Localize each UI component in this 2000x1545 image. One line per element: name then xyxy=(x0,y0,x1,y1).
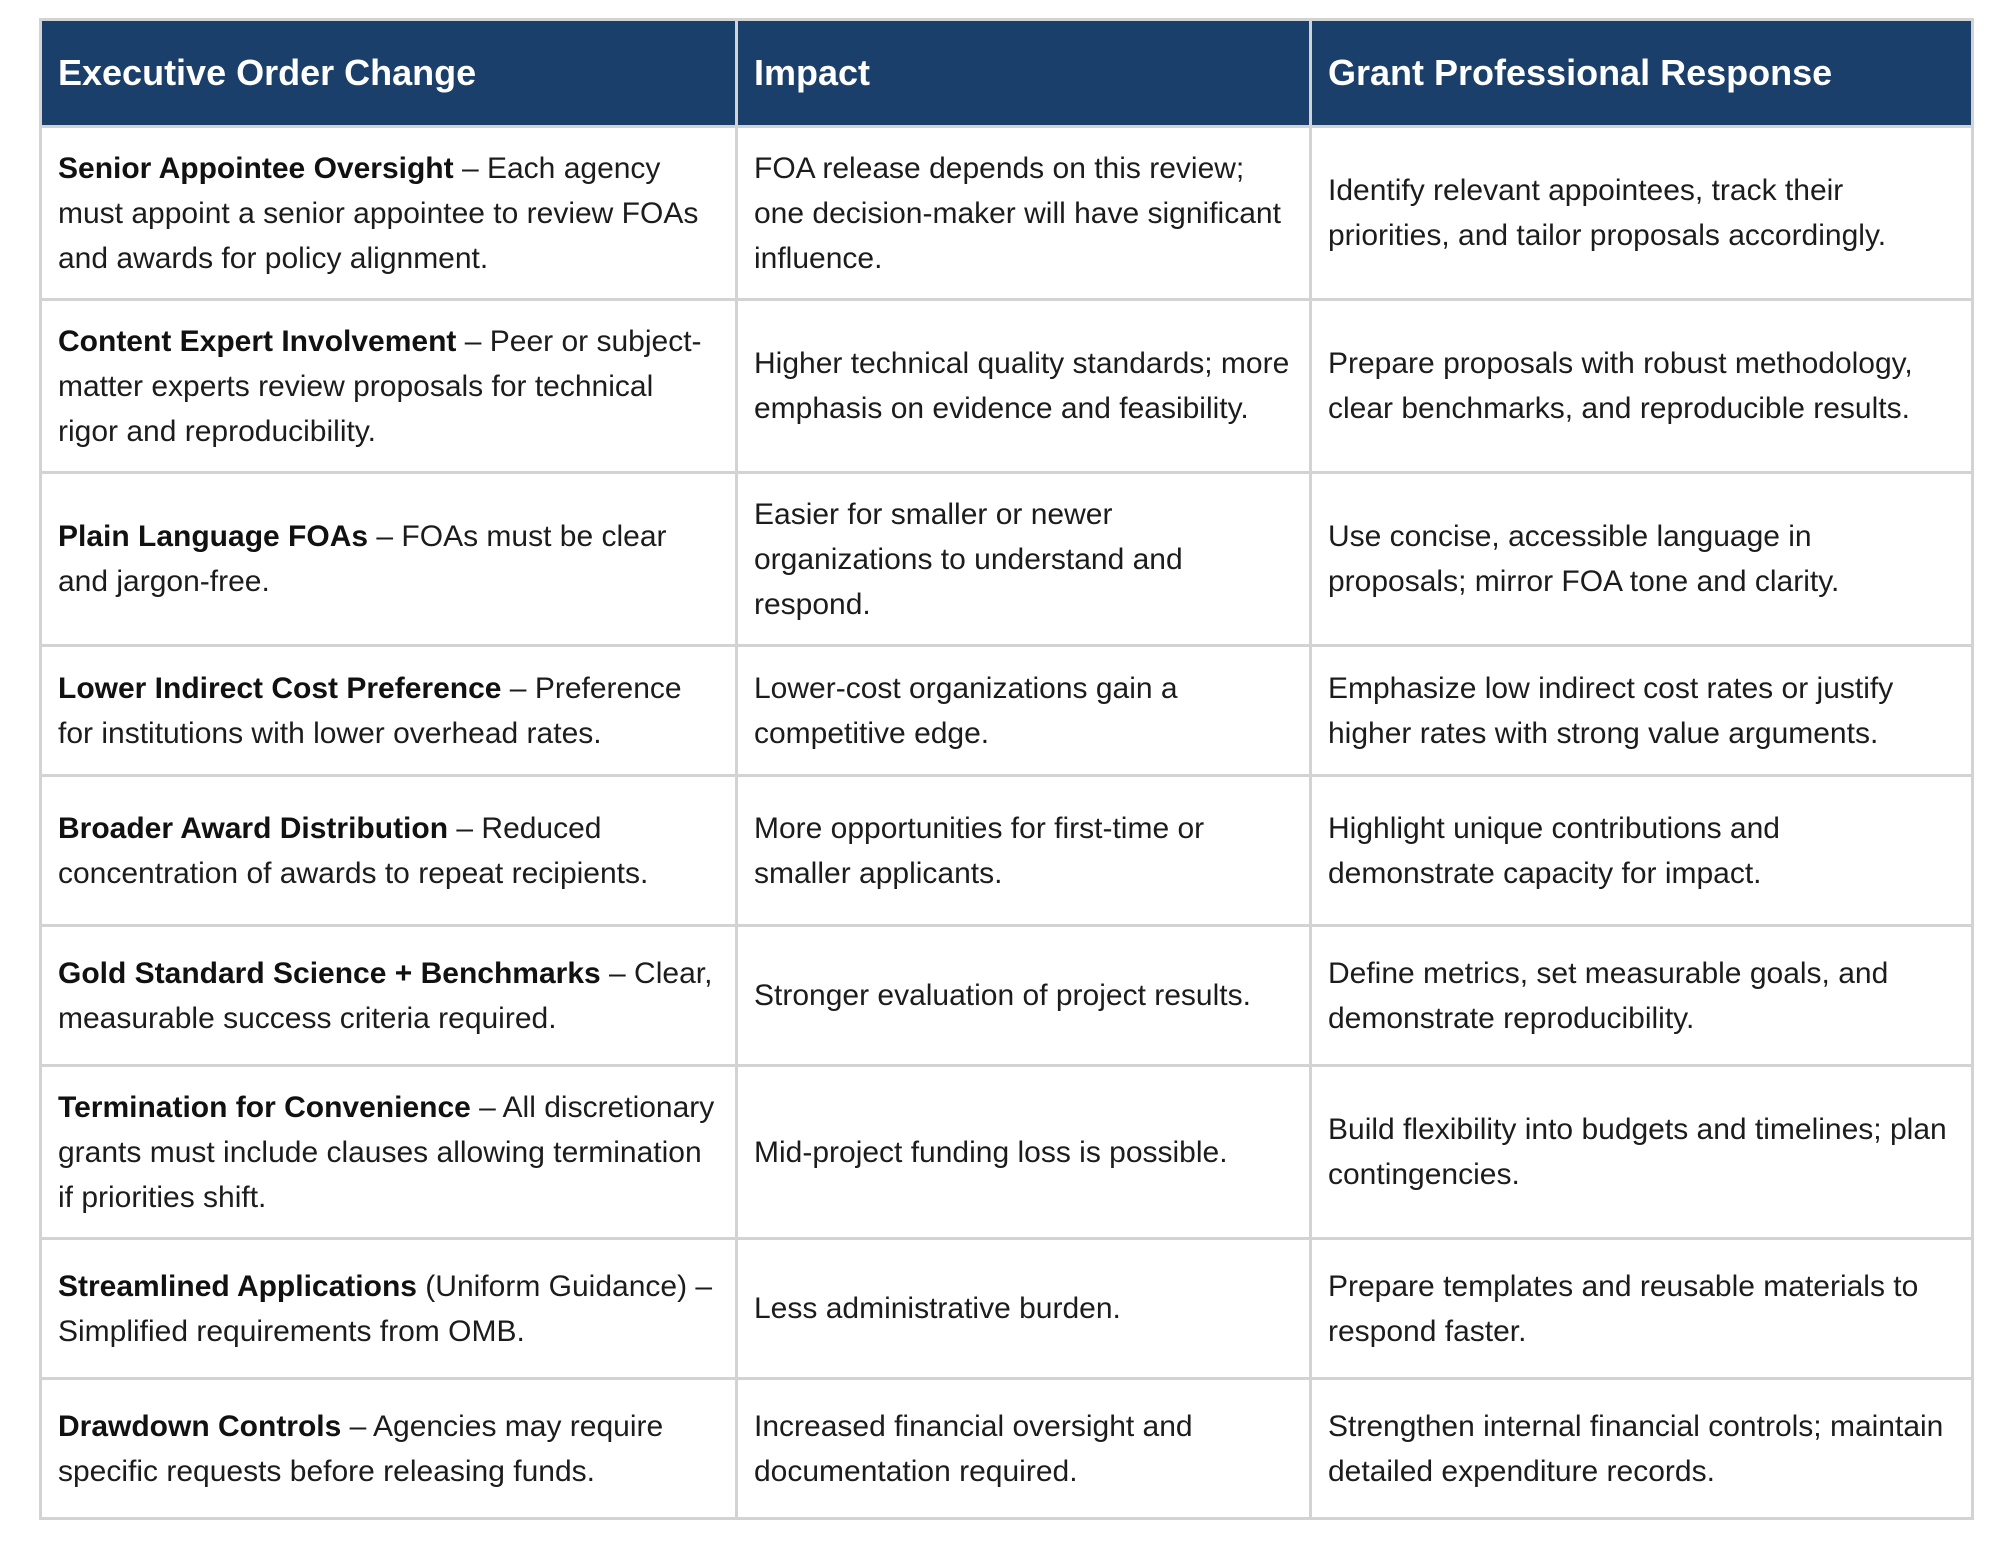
change-title: Broader Award Distribution xyxy=(58,811,449,845)
response-cell: Emphasize low indirect cost rates or justify higher rates with strong value arguments. xyxy=(1311,646,1973,776)
impact-cell: Increased financial oversight and documentation required. xyxy=(737,1379,1311,1519)
table-row xyxy=(41,1066,1973,1239)
response-cell: Highlight unique contributions and demonstrate capacity for impact. xyxy=(1311,776,1973,926)
response-cell: Strengthen internal financial controls; maintain detailed expenditure records. xyxy=(1311,1379,1973,1519)
executive-order-table-container xyxy=(39,18,1971,1520)
change-cell xyxy=(41,1066,737,1239)
change-cell xyxy=(41,646,737,776)
change-cell xyxy=(41,127,737,300)
change-title: Lower Indirect Cost Preference xyxy=(58,671,502,705)
header-grant-professional-response: Grant Professional Response xyxy=(1311,20,1973,127)
change-text: – Each agency must appoint a senior appointee to review FOAs and awards for policy alignment. xyxy=(58,151,699,275)
change-cell xyxy=(41,776,737,926)
change-text: – All discretionary grants must include clauses allowing termination if priorities shift. xyxy=(58,1090,715,1214)
change-title: Senior Appointee Oversight xyxy=(58,151,454,185)
executive-order-table xyxy=(39,18,1974,1520)
change-text: – FOAs must be clear and jargon-free. xyxy=(58,520,667,598)
table-row xyxy=(41,473,1973,646)
change-title: Drawdown Controls xyxy=(58,1409,342,1443)
response-cell: Prepare proposals with robust methodology, clear benchmarks, and reproducible results. xyxy=(1311,300,1973,473)
change-cell xyxy=(41,1379,737,1519)
table-row xyxy=(41,127,1973,300)
table-row xyxy=(41,1239,1973,1379)
response-cell: Build flexibility into budgets and timelines; plan contingencies. xyxy=(1311,1066,1973,1239)
response-cell: Identify relevant appointees, track their priorities, and tailor proposals accordingly. xyxy=(1311,127,1973,300)
change-title: Streamlined Applications xyxy=(58,1269,417,1303)
change-title: Content Expert Involvement xyxy=(58,324,457,358)
change-text: – Agencies may require specific requests before releasing funds. xyxy=(58,1409,664,1488)
response-cell: Use concise, accessible language in proposals; mirror FOA tone and clarity. xyxy=(1311,473,1973,646)
change-text: – Reduced concentration of awards to repeat recipients. xyxy=(58,811,649,890)
header-executive-order-change: Executive Order Change xyxy=(41,20,737,127)
response-cell: Define metrics, set measurable goals, and demonstrate reproducibility. xyxy=(1311,926,1973,1066)
impact-cell: Stronger evaluation of project results. xyxy=(737,926,1311,1066)
impact-cell: FOA release depends on this review; one decision-maker will have significant influence. xyxy=(737,127,1311,300)
change-text: – Preference for institutions with lower overhead rates. xyxy=(58,671,682,750)
change-text: – Clear, measurable success criteria required. xyxy=(58,956,713,1035)
table-header-row xyxy=(41,20,1973,127)
table-row xyxy=(41,776,1973,926)
table-row xyxy=(41,926,1973,1066)
change-title: Gold Standard Science + Benchmarks xyxy=(58,956,601,990)
impact-cell: Easier for smaller or newer organizations to understand and respond. xyxy=(737,473,1311,646)
table-row xyxy=(41,1379,1973,1519)
table-row xyxy=(41,646,1973,776)
change-title: Plain Language FOAs xyxy=(58,520,369,553)
impact-cell: More opportunities for first-time or smaller applicants. xyxy=(737,776,1311,926)
response-cell: Prepare templates and reusable materials to respond faster. xyxy=(1311,1239,1973,1379)
change-cell xyxy=(41,473,737,646)
change-text: – Peer or subject-matter experts review proposals for technical rigor and reproducibility. xyxy=(58,324,702,448)
change-text: (Uniform Guidance) – Simplified requirements from OMB. xyxy=(58,1269,713,1348)
table-row xyxy=(41,300,1973,473)
header-impact: Impact xyxy=(737,20,1311,127)
change-cell xyxy=(41,300,737,473)
change-title: Termination for Convenience xyxy=(58,1090,471,1124)
impact-cell: Mid-project funding loss is possible. xyxy=(737,1066,1311,1239)
impact-cell: Lower-cost organizations gain a competitive edge. xyxy=(737,646,1311,776)
impact-cell: Less administrative burden. xyxy=(737,1239,1311,1379)
change-cell xyxy=(41,926,737,1066)
change-cell xyxy=(41,1239,737,1379)
impact-cell: Higher technical quality standards; more emphasis on evidence and feasibility. xyxy=(737,300,1311,473)
